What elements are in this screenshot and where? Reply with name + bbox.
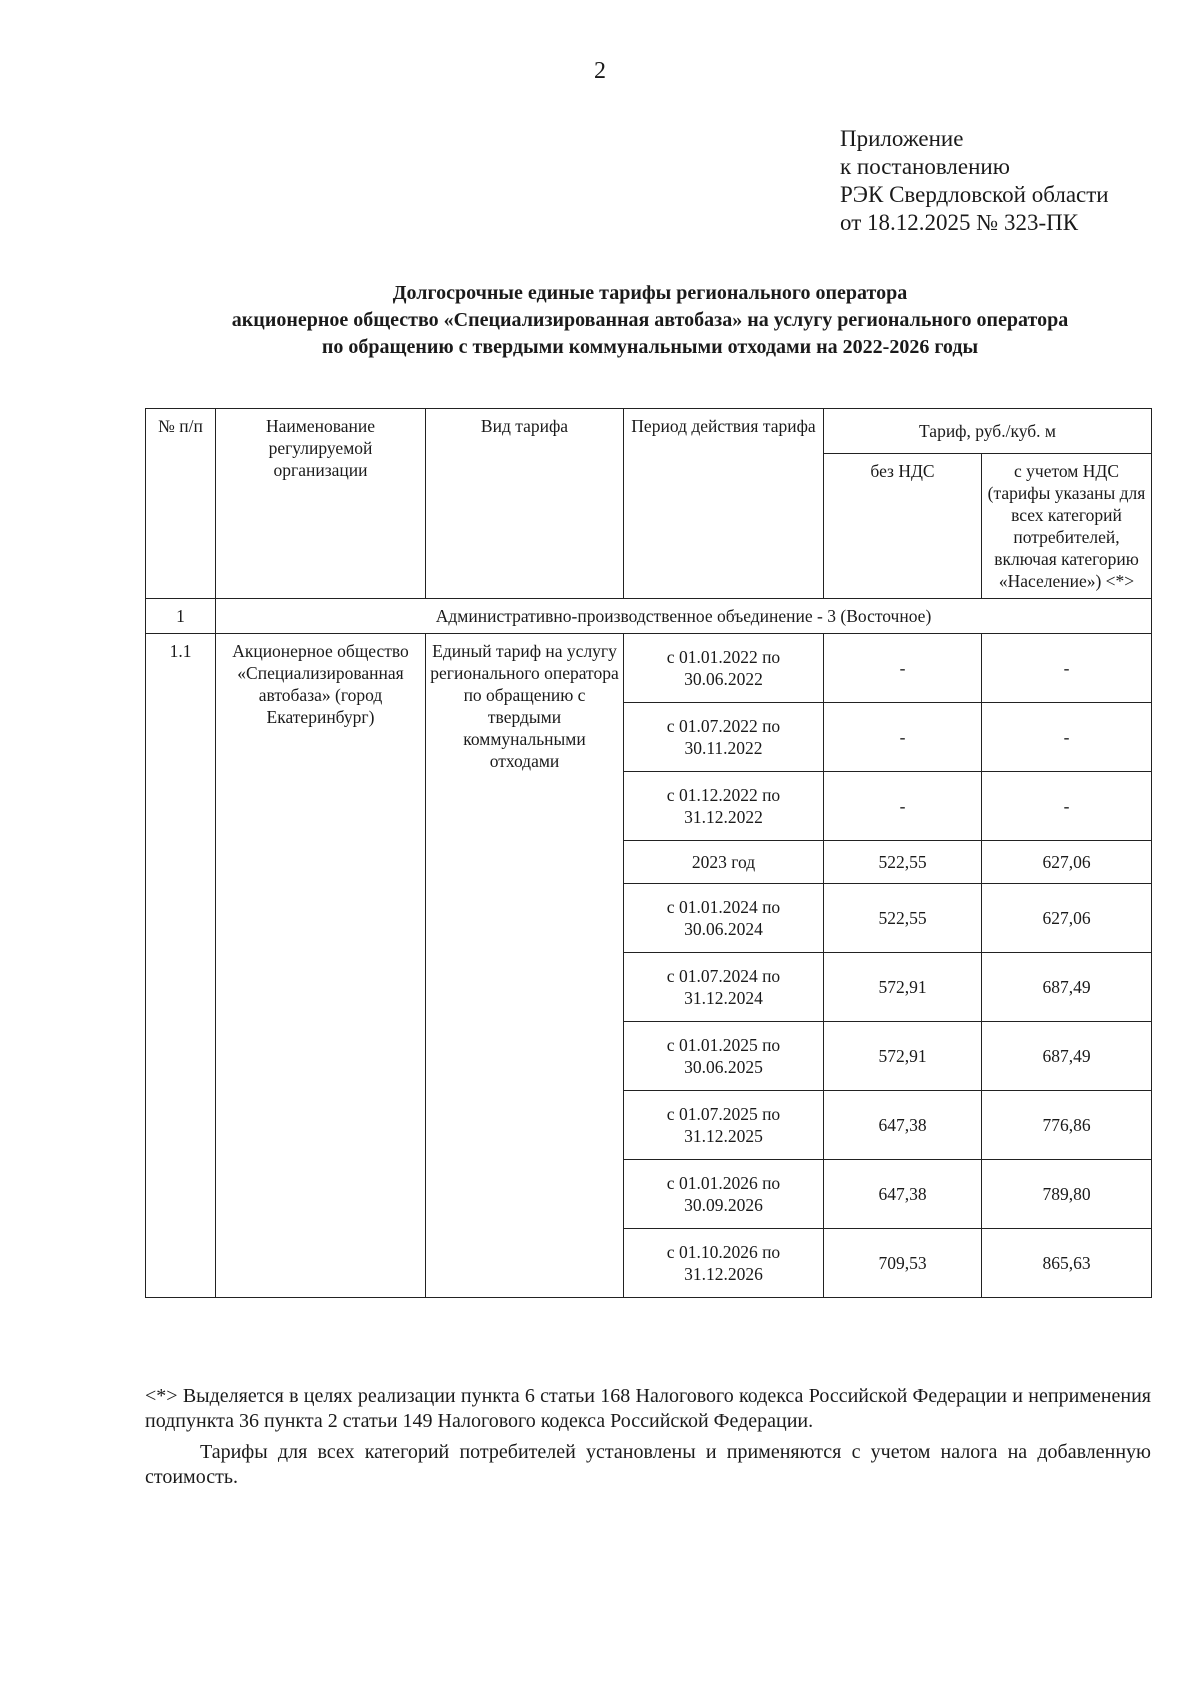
period-cell: с 01.07.2024 по 31.12.2024 [624,953,824,1022]
tariff-with-vat-cell: - [982,703,1152,772]
period-cell: с 01.01.2026 по 30.09.2026 [624,1160,824,1229]
period-cell: с 01.01.2025 по 30.06.2025 [624,1022,824,1091]
period-cell: с 01.10.2026 по 31.12.2026 [624,1229,824,1298]
tariff-no-vat-cell: 522,55 [824,841,982,884]
header-no-vat: без НДС [824,454,982,599]
entry-organization: Акционерное общество «Специализированная автобаза» (город Екатеринбург) [216,634,426,1298]
tariff-with-vat-cell: 687,49 [982,1022,1152,1091]
title-line: по обращению с твердыми коммунальными отходами на 2022-2026 годы [321,336,979,358]
tariff-with-vat-cell: 789,80 [982,1160,1152,1229]
period-cell: с 01.07.2025 по 31.12.2025 [624,1091,824,1160]
title-line: акционерное общество «Специализированная автобаза» на услугу регионального оператора [231,309,1069,331]
appendix-line: от 18.12.2025 № 323-ПК [840,210,1079,235]
section-num: 1 [146,599,216,634]
tariff-with-vat-cell: 627,06 [982,884,1152,953]
tariff-with-vat-cell: 776,86 [982,1091,1152,1160]
tariff-table [145,408,1152,1298]
tariff-with-vat-cell: 627,06 [982,841,1152,884]
footnote [145,1384,1151,1490]
tariff-with-vat-cell: 865,63 [982,1229,1152,1298]
tariff-no-vat-cell: 709,53 [824,1229,982,1298]
period-cell: с 01.01.2024 по 30.06.2024 [624,884,824,953]
tariff-no-vat-cell: 522,55 [824,884,982,953]
table-row [146,634,1152,703]
appendix-line: к постановлению [840,154,1010,179]
tariff-with-vat-cell: 687,49 [982,953,1152,1022]
header-num: № п/п [146,409,216,599]
footnote-vat-note: <*> Выделяется в целях реализации пункта 6 статьи 168 Налогового кодекса Российской Федерации и неприменения подпункта 36 пункта 2 статьи 149 Налогового кодекса Российской Федерации. [145,1385,1151,1432]
section-row [146,599,1152,634]
tariff-no-vat-cell: 647,38 [824,1091,982,1160]
period-cell: с 01.12.2022 по 31.12.2022 [624,772,824,841]
appendix-block [840,125,1109,237]
header-tariff: Тариф, руб./куб. м [824,409,1152,454]
header-organization: Наименование регулируемой организации [216,409,426,599]
section-label: Административно-производственное объединение - 3 (Восточное) [216,599,1152,634]
tariff-no-vat-cell: - [824,703,982,772]
entry-tariff-type: Единый тариф на услугу регионального оператора по обращению с твердыми коммунальными отходами [426,634,624,1298]
tariff-no-vat-cell: 572,91 [824,1022,982,1091]
period-cell: с 01.07.2022 по 30.11.2022 [624,703,824,772]
tariff-no-vat-cell: 572,91 [824,953,982,1022]
header-period: Период действия тарифа [624,409,824,599]
page-number: 2 [594,58,606,84]
footnote-consumers-note: Тарифы для всех категорий потребителей установлены и применяются с учетом налога на добавленную стоимость. [145,1441,1151,1488]
appendix-line: Приложение [840,126,964,151]
tariff-no-vat-cell: 647,38 [824,1160,982,1229]
period-cell: 2023 год [624,841,824,884]
header-tariff-type: Вид тарифа [426,409,624,599]
tariff-no-vat-cell: - [824,634,982,703]
title-line: Долгосрочные единые тарифы регионального оператора [392,282,908,304]
tariff-with-vat-cell: - [982,772,1152,841]
header-with-vat: с учетом НДС (тарифы указаны для всех категорий потребителей, включая категорию «Население») <*> [982,454,1152,599]
tariff-with-vat-cell: - [982,634,1152,703]
period-cell: с 01.01.2022 по 30.06.2022 [624,634,824,703]
document-title [150,280,1150,361]
tariff-no-vat-cell: - [824,772,982,841]
entry-num: 1.1 [146,634,216,1298]
appendix-line: РЭК Свердловской области [840,182,1109,207]
